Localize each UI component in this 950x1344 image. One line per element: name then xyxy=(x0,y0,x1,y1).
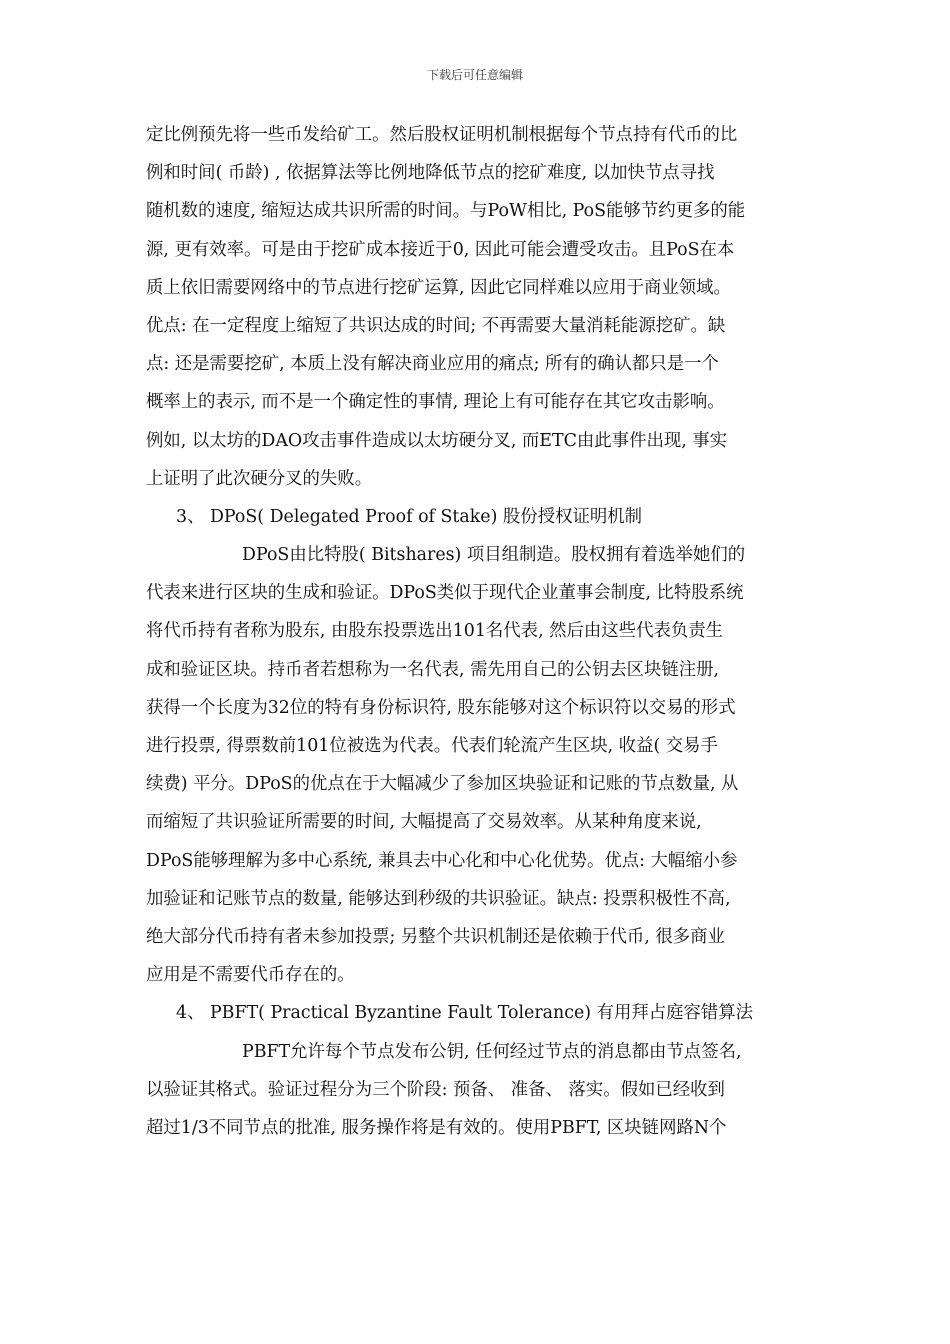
text-line: 例和时间( 币龄) , 依据算法等比例地降低节点的挖矿难度, 以加快节点寻找 xyxy=(146,163,715,184)
text-line: 获得一个长度为32位的特有身份标识符, 股东能够对这个标识符以交易的形式 xyxy=(146,697,736,718)
text-line: 超过1/3不同节点的批准, 服务操作将是有效的。使用PBFT, 区块链网路N个 xyxy=(146,1117,727,1138)
text-line: 以验证其格式。验证过程分为三个阶段: 预备、 准备、 落实。假如已经收到 xyxy=(146,1079,725,1100)
text-line: 例如, 以太坊的DAO攻击事件造成以太坊硬分叉, 而ETC由此事件出现, 事实 xyxy=(146,430,728,451)
section-heading-dpos: 3、 DPoS( Delegated Proof of Stake) 股份授权证明机制 xyxy=(176,506,643,527)
text-line: DPoS由比特股( Bitshares) 项目组制造。股权拥有着选举她们的 xyxy=(242,545,746,566)
text-line: 概率上的表示, 而不是一个确定性的事情, 理论上有可能存在其它攻击影响。 xyxy=(146,392,725,413)
text-line: 定比例预先将一些币发给矿工。然后股权证明机制根据每个节点持有代币的比 xyxy=(146,125,738,145)
text-line: 上证明了此次硬分叉的失败。 xyxy=(146,468,373,489)
text-line: 加验证和记账节点的数量, 能够达到秒级的共识验证。缺点: 投票积极性不高, xyxy=(146,888,731,909)
text-line: DPoS能够理解为多中心系统, 兼具去中心化和中心化优势。优点: 大幅缩小参 xyxy=(146,850,738,871)
text-line: 进行投票, 得票数前101位被选为代表。代表们轮流产生区块, 收益( 交易手 xyxy=(146,736,718,756)
page-header: 下载后可任意编辑 xyxy=(426,68,523,82)
section-heading-pbft: 4、 PBFT( Practical Byzantine Fault Tolerance) 有用拜占庭容错算法 xyxy=(176,1003,754,1024)
text-line: 应用是不需要代币存在的。 xyxy=(146,965,355,986)
text-line: 成和验证区块。持币者若想称为一名代表, 需先用自己的公钥去区块链注册, xyxy=(146,659,720,680)
text-line: 优点: 在一定程度上缩短了共识达成的时间; 不再需要大量消耗能源挖矿。缺 xyxy=(146,315,726,336)
text-line: PBFT允许每个节点发布公钥, 任何经过节点的消息都由节点签名, xyxy=(242,1041,742,1062)
text-line: 代表来进行区块的生成和验证。DPoS类似于现代企业董事会制度, 比特股系统 xyxy=(146,583,744,604)
text-line: 点: 还是需要挖矿, 本质上没有解决商业应用的痛点; 所有的确认都只是一个 xyxy=(146,354,719,375)
text-line: 源, 更有效率。可是由于挖矿成本接近于0, 因此可能会遭受攻击。且PoS在本 xyxy=(146,239,735,260)
text-line: 而缩短了共识验证所需要的时间, 大幅提高了交易效率。从某种角度来说, xyxy=(146,812,702,833)
text-line: 续费) 平分。DPoS的优点在于大幅减少了参加区块验证和记账的节点数量, 从 xyxy=(146,774,739,795)
text-line: 随机数的速度, 缩短达成共识所需的时间。与PoW相比, PoS能够节约更多的能 xyxy=(146,201,746,222)
text-line: 绝大部分代币持有者未参加投票; 另整个共识机制还是依赖于代币, 很多商业 xyxy=(146,926,725,947)
text-line: 质上依旧需要网络中的节点进行挖矿运算, 因此它同样难以应用于商业领域。 xyxy=(146,277,731,298)
text-line: 将代币持有者称为股东, 由股东投票选出101名代表, 然后由这些代表负责生 xyxy=(146,621,724,642)
document-body xyxy=(146,116,810,1147)
